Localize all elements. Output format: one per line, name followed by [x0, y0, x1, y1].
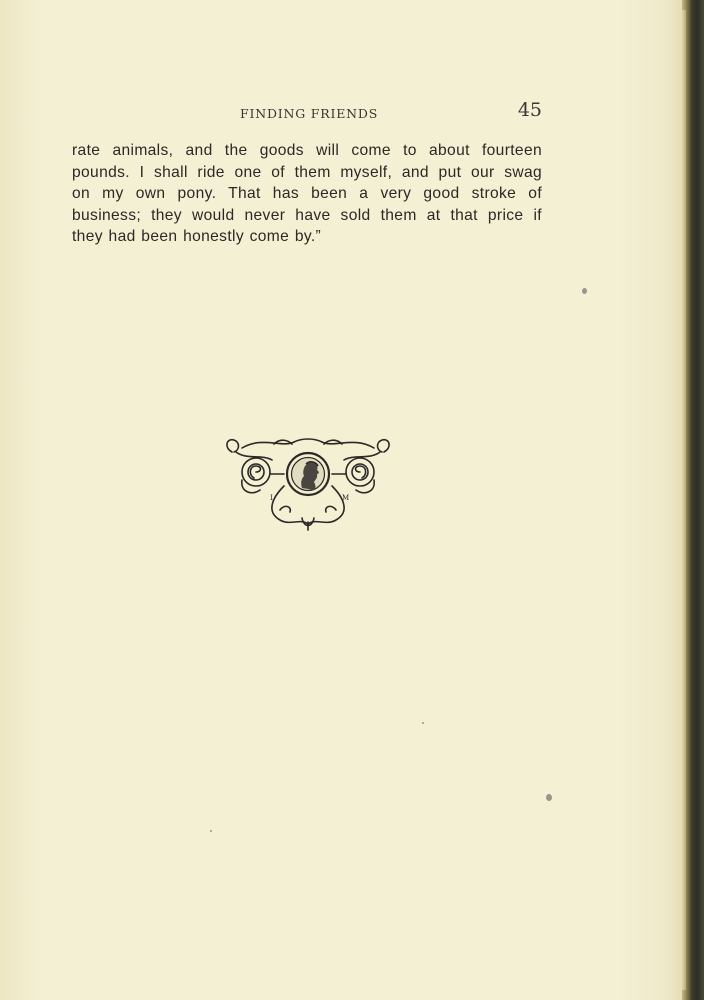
printers-ornament-icon [222, 434, 394, 532]
text-line: they had been honestly come by.” [72, 228, 322, 245]
svg-text:M: M [342, 494, 350, 502]
running-title: FINDING FRIENDS [240, 106, 379, 121]
text-line: business; they would never have sold them at that price if [72, 206, 542, 224]
text-line: rate animals, and the goods will come to about fourteen [72, 142, 542, 159]
paper-speck [422, 722, 424, 724]
paper-speck [546, 794, 552, 801]
running-head [72, 99, 542, 123]
paper-speck [210, 830, 212, 832]
text-line: pounds. I shall ride one of them myself, and put our swag [72, 163, 542, 181]
paper-speck [582, 288, 587, 294]
page-number: 45 [517, 99, 542, 121]
text-line: on my own pony. That has been a very good stroke of [72, 185, 542, 202]
ornament-initials: L [270, 494, 275, 502]
page-edges [682, 10, 686, 990]
body-paragraph [72, 140, 542, 248]
